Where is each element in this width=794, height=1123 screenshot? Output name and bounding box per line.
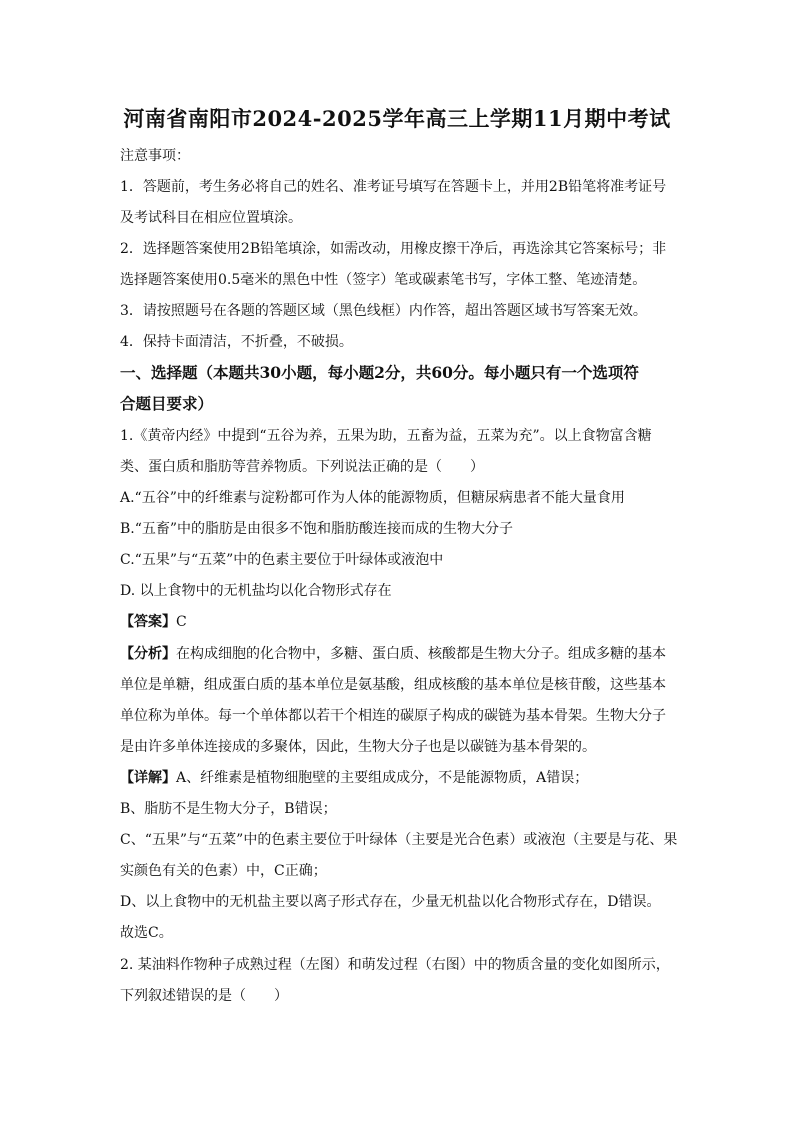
detail-line (120, 768, 588, 788)
section-heading: 合题目要求） (120, 394, 214, 413)
detail-text: 实颜色有关的色素）中，C正确； (120, 863, 327, 879)
detail-text: 故选C。 (120, 925, 173, 941)
section-heading: 一、选择题（本题共30小题，每小题2分，共60分。每小题只有一个选项符 (120, 363, 639, 382)
notice-line: 选择题答案使用0.5毫米的黑色中性（签字）笔或碳素笔书写，字体工整、笔迹清楚。 (120, 272, 647, 288)
analysis-text: 单位称为单体。每一个单体都以若干个相连的碳原子构成的碳链为基本骨架。生物大分子 (120, 708, 666, 724)
exam-title: 河南省南阳市2024-2025学年高三上学期11月期中考试 (123, 106, 671, 131)
notice-line: 3．请按照题号在各题的答题区域（黑色线框）内作答，超出答题区域书写答案无效。 (120, 303, 647, 319)
option-b: B.“五畜”中的脂肪是由很多不饱和脂肪酸连接而成的生物大分子 (120, 521, 514, 537)
detail-text: C、“五果”与“五菜”中的色素主要位于叶绿体（主要是光合色素）或液泡（主要是与花、果 (120, 832, 678, 848)
detail-text: A、纤维素是植物细胞壁的主要组成成分，不是能源物质，A错误； (176, 770, 589, 786)
question-stem: 1.《黄帝内经》中提到“五谷为养，五果为助，五畜为益，五菜为充”。以上食物富含糖 (120, 428, 652, 444)
analysis-text: 是由许多单体连接成的多聚体，因此，生物大分子也是以碳链为基本骨架的。 (120, 739, 596, 755)
detail-text: B、脂肪不是生物大分子，B错误； (120, 801, 337, 817)
option-d: D. 以上食物中的无机盐均以化合物形式存在 (120, 583, 392, 599)
detail-text: D、以上食物中的无机盐主要以离子形式存在，少量无机盐以化合物形式存在，D错误。 (120, 894, 661, 910)
detail-tag: 【详解】 (120, 770, 176, 786)
notice-line: 1．答题前，考生务必将自己的姓名、准考证号填写在答题卡上，并用2B铅笔将准考证号 (120, 179, 667, 195)
option-a: A.“五谷”中的纤维素与淀粉都可作为人体的能源物质，但糖尿病患者不能大量食用 (120, 490, 625, 506)
question-stem: 类、蛋白质和脂肪等营养物质。下列说法正确的是（ ） (120, 459, 484, 475)
answer-value: C (176, 614, 187, 630)
notice-line: 4．保持卡面清洁，不折叠，不破损。 (120, 334, 353, 350)
question-stem: 2. 某油料作物种子成熟过程（左图）和萌发过程（右图）中的物质含量的变化如图所示， (120, 957, 670, 973)
analysis-tag: 【分析】 (120, 646, 176, 662)
analysis-line (120, 644, 666, 664)
analysis-text: 在构成细胞的化合物中，多糖、蛋白质、核酸都是生物大分子。组成多糖的基本 (176, 646, 666, 662)
notice-heading: 注意事项： (120, 148, 190, 164)
answer-tag: 【答案】 (120, 614, 176, 630)
question-stem: 下列叙述错误的是（ ） (120, 988, 288, 1004)
notice-line: 及考试科目在相应位置填涂。 (120, 210, 302, 226)
answer-line (120, 612, 187, 632)
notice-line: 2．选择题答案使用2B铅笔填涂，如需改动，用橡皮擦干净后，再选涂其它答案标号；非 (120, 241, 667, 257)
option-c: C.“五果”与“五菜”中的色素主要位于叶绿体或液泡中 (120, 552, 444, 568)
analysis-text: 单位是单糖，组成蛋白质的基本单位是氨基酸，组成核酸的基本单位是核苷酸，这些基本 (120, 677, 666, 693)
